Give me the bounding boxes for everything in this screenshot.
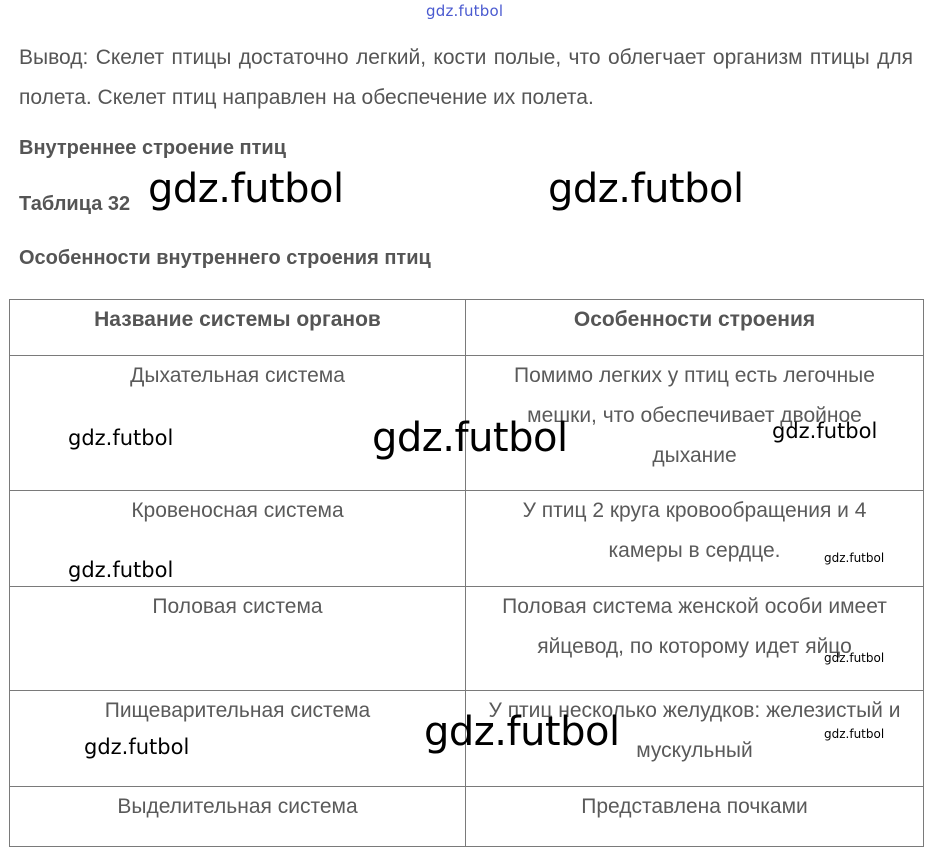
table-caption: Таблица 32	[19, 193, 131, 215]
watermark: gdz.futbol	[548, 166, 744, 212]
table-header-row	[10, 300, 924, 356]
column-header-features: Особенности строения	[466, 300, 924, 356]
watermark: gdz.futbol	[148, 166, 344, 212]
watermark: gdz.futbol	[824, 551, 885, 565]
system-cell: Дыхательная система	[10, 356, 466, 491]
conclusion-paragraph: Вывод: Скелет птицы достаточно легкий, кости полые, что облегчает организм птицы для полета. Скелет птиц направлен на обеспечение их полета.	[19, 46, 913, 109]
features-cell: У птиц 2 круга кровообращения и 4 камеры в сердце.	[466, 491, 924, 587]
watermark: gdz.futbol	[68, 558, 174, 582]
watermark: gdz.futbol	[424, 709, 620, 755]
watermark: gdz.futbol	[824, 727, 885, 741]
section-heading: Внутреннее строение птиц	[19, 137, 286, 159]
table-row	[10, 787, 924, 847]
system-cell: Выделительная система	[10, 787, 466, 847]
watermark: gdz.futbol	[68, 426, 174, 450]
features-cell: У птиц несколько желудков: железистый и мускульный	[466, 691, 924, 787]
table-row	[10, 587, 924, 691]
watermark: gdz.futbol	[84, 735, 190, 759]
system-cell: Пищеварительная система	[10, 691, 466, 787]
column-header-system: Название системы органов	[10, 300, 466, 356]
watermark: gdz.futbol	[372, 415, 568, 461]
top-watermark: gdz.futbol	[426, 2, 504, 20]
features-cell: Представлена почками	[466, 787, 924, 847]
system-cell: Кровеносная система	[10, 491, 466, 587]
features-cell: Помимо легких у птиц есть легочные мешки, что обеспечивает двойное дыхание	[466, 356, 924, 491]
table-title: Особенности внутреннего строения птиц	[19, 247, 431, 269]
system-cell: Половая система	[10, 587, 466, 691]
watermark: gdz.futbol	[824, 651, 885, 665]
features-cell: Половая система женской особи имеет яйцевод, по которому идет яйцо	[466, 587, 924, 691]
watermark: gdz.futbol	[772, 419, 878, 443]
